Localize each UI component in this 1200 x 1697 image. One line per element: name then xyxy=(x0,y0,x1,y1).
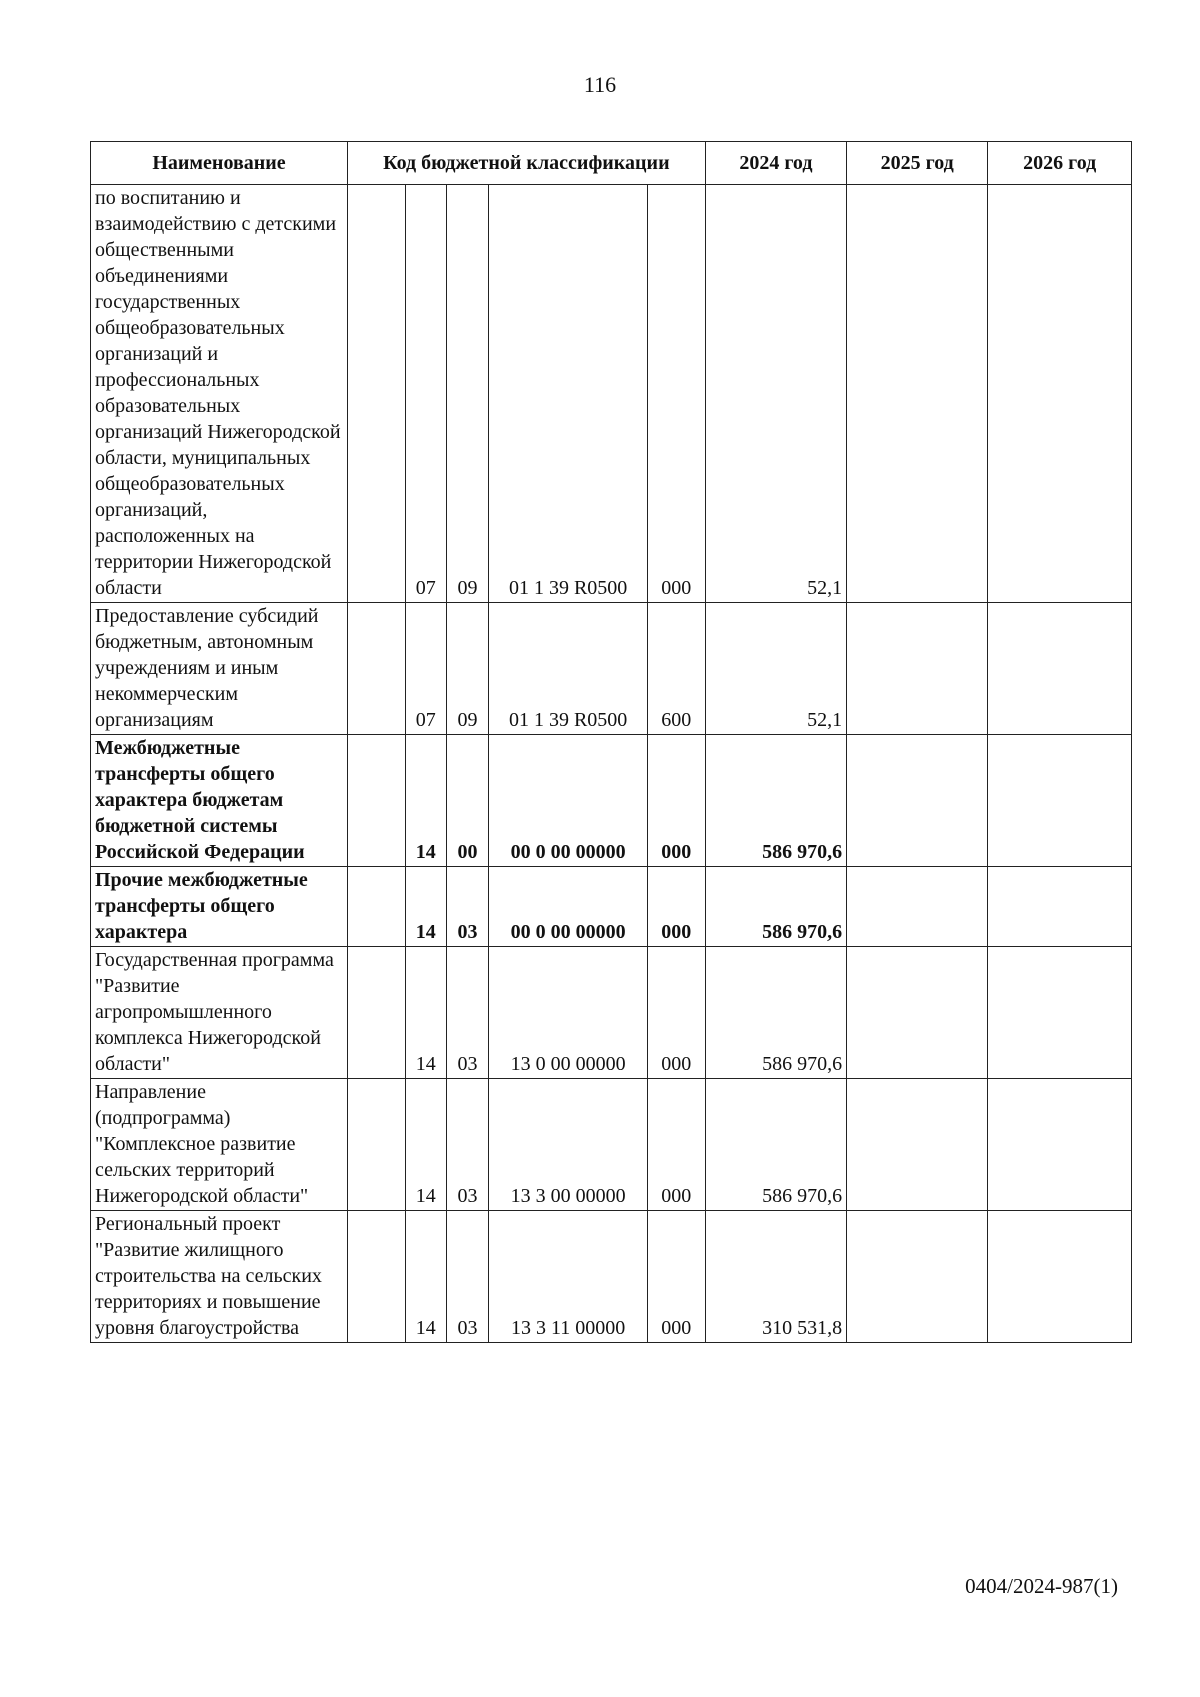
cell-name: по воспитанию и взаимодействию с детскими общественными объединениями государственных общеобразовательных организаций и профессиональных образовательных организаций Нижегородской области, муниципальных общеобразовательных организаций, расположенных на территории Нижегородской области xyxy=(91,185,348,603)
cell-2024: 586 970,6 xyxy=(705,947,846,1079)
header-name: Наименование xyxy=(91,142,348,185)
cell-name: Межбюджетные трансферты общего характера бюджетам бюджетной системы Российской Федерации xyxy=(91,735,348,867)
cell-target-article: 01 1 39 R0500 xyxy=(489,185,648,603)
cell-expense-type: 000 xyxy=(647,1079,705,1211)
cell-subsection: 09 xyxy=(446,185,489,603)
cell-expense-type: 000 xyxy=(647,947,705,1079)
cell-name: Направление (подпрограмма) "Комплексное развитие сельских территорий Нижегородской области" xyxy=(91,1079,348,1211)
cell-section: 14 xyxy=(405,947,446,1079)
cell-subsection: 03 xyxy=(446,1211,489,1343)
cell-section: 14 xyxy=(405,867,446,947)
cell-2025 xyxy=(847,1079,988,1211)
table-row xyxy=(91,867,1132,947)
cell-2024: 586 970,6 xyxy=(705,867,846,947)
page-number: 116 xyxy=(583,72,617,97)
cell-2025 xyxy=(847,947,988,1079)
table-row xyxy=(91,603,1132,735)
table-body xyxy=(91,185,1132,1343)
cell-section: 07 xyxy=(405,185,446,603)
cell-2025 xyxy=(847,603,988,735)
cell-section: 14 xyxy=(405,1079,446,1211)
table-row xyxy=(91,185,1132,603)
cell-section: 14 xyxy=(405,735,446,867)
cell-code-blank xyxy=(348,1079,406,1211)
cell-code-blank xyxy=(348,947,406,1079)
cell-target-article: 13 3 11 00000 xyxy=(489,1211,648,1343)
cell-2025 xyxy=(847,867,988,947)
cell-name: Региональный проект "Развитие жилищного строительства на сельских территориях и повышение уровня благоустройства xyxy=(91,1211,348,1343)
header-2026: 2026 год xyxy=(988,142,1132,185)
cell-2026 xyxy=(988,735,1132,867)
cell-2024: 52,1 xyxy=(705,185,846,603)
document-id: 0404/2024-987(1) xyxy=(965,1574,1118,1598)
cell-2026 xyxy=(988,867,1132,947)
table-row xyxy=(91,947,1132,1079)
table-row xyxy=(91,1211,1132,1343)
cell-expense-type: 000 xyxy=(647,735,705,867)
cell-expense-type: 000 xyxy=(647,1211,705,1343)
cell-2026 xyxy=(988,1079,1132,1211)
cell-2025 xyxy=(847,735,988,867)
cell-2025 xyxy=(847,185,988,603)
cell-2026 xyxy=(988,1211,1132,1343)
cell-expense-type: 000 xyxy=(647,867,705,947)
cell-target-article: 00 0 00 00000 xyxy=(489,867,648,947)
cell-section: 07 xyxy=(405,603,446,735)
cell-2024: 586 970,6 xyxy=(705,1079,846,1211)
cell-target-article: 13 3 00 00000 xyxy=(489,1079,648,1211)
budget-table xyxy=(90,141,1132,1343)
cell-subsection: 09 xyxy=(446,603,489,735)
cell-expense-type: 600 xyxy=(647,603,705,735)
cell-expense-type: 000 xyxy=(647,185,705,603)
table-header-row xyxy=(91,142,1132,185)
cell-target-article: 13 0 00 00000 xyxy=(489,947,648,1079)
cell-code-blank xyxy=(348,867,406,947)
cell-name: Предоставление субсидий бюджетным, автономным учреждениям и иным некоммерческим организациям xyxy=(91,603,348,735)
cell-section: 14 xyxy=(405,1211,446,1343)
table-row xyxy=(91,735,1132,867)
cell-2024: 586 970,6 xyxy=(705,735,846,867)
cell-subsection: 03 xyxy=(446,947,489,1079)
table-row xyxy=(91,1079,1132,1211)
cell-code-blank xyxy=(348,185,406,603)
header-code: Код бюджетной классификации xyxy=(348,142,706,185)
cell-2026 xyxy=(988,185,1132,603)
cell-2026 xyxy=(988,603,1132,735)
cell-subsection: 03 xyxy=(446,1079,489,1211)
cell-code-blank xyxy=(348,1211,406,1343)
cell-2025 xyxy=(847,1211,988,1343)
cell-2024: 52,1 xyxy=(705,603,846,735)
cell-target-article: 00 0 00 00000 xyxy=(489,735,648,867)
cell-name: Государственная программа "Развитие агропромышленного комплекса Нижегородской области" xyxy=(91,947,348,1079)
cell-code-blank xyxy=(348,735,406,867)
cell-subsection: 03 xyxy=(446,867,489,947)
cell-2024: 310 531,8 xyxy=(705,1211,846,1343)
cell-2026 xyxy=(988,947,1132,1079)
header-2024: 2024 год xyxy=(705,142,846,185)
cell-code-blank xyxy=(348,603,406,735)
cell-target-article: 01 1 39 R0500 xyxy=(489,603,648,735)
header-2025: 2025 год xyxy=(847,142,988,185)
cell-subsection: 00 xyxy=(446,735,489,867)
cell-name: Прочие межбюджетные трансферты общего характера xyxy=(91,867,348,947)
